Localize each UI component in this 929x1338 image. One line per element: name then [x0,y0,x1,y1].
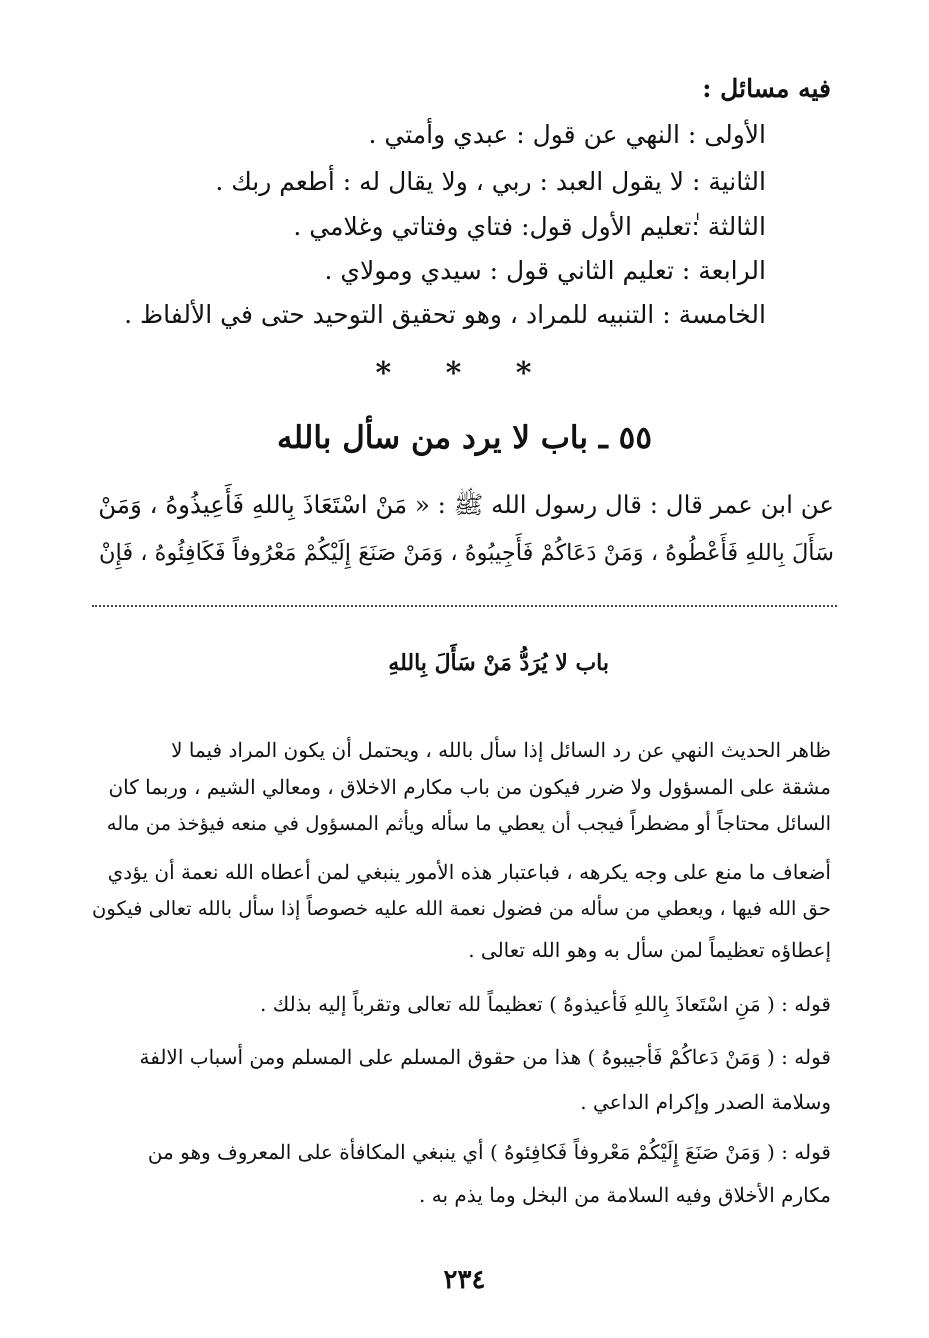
commentary-line-9: وسلامة الصدر وإكرام الداعي . [580,1090,831,1114]
issue-1: الأولى : النهي عن قول : عبدي وأمتي . [368,120,766,149]
chapter-title: ٥٥ ـ باب لا يرد من سأل بالله [277,420,652,456]
section-separator: * * * [375,356,554,391]
commentary-line-4: أضعاف ما منع على وجه يكرهه ، فباعتبار هذه الأمور ينبغي لمن أعطاه الله نعمة أن يؤدي [107,860,831,884]
issue-4: الرابعة : تعليم الثاني قول : سيدي ومولاي . [324,256,766,285]
commentary-line-3: السائل محتاجاً أو مضطراً فيجب أن يعطي ما سأله ويأثم المسؤول في منعه فيؤخذ من ماله [106,812,831,835]
hadith-line-2: سَأَلَ بِاللهِ فَأَعْطُوهُ ، وَمَنْ دَعَاكُمْ فَأَجِيبُوهُ ، وَمَنْ صَنَعَ إِلَيْكُمْ مَعْرُوفاً فَكَافِئُوهُ ، فَإِنْ [98,540,834,566]
commentary-line-11: مكارم الأخلاق وفيه السلامة من البخل وما يذم به . [419,1183,831,1207]
commentary-line-5: حق الله فيها ، ويعطي من سأله من فضول نعمة الله عليه خصوصاً إذا سأل بالله تعالى فيكون [92,897,831,920]
issues-heading: فيه مسائل : [702,74,831,103]
commentary-line-10: قوله : ( وَمَنْ صَنَعَ إِلَيْكُمْ مَعْروفاً فَكافِئوهُ ) أي ينبغي المكافأة على المعروف وهو من [147,1140,831,1164]
issue-5: الخامسة : التنبيه للمراد ، وهو تحقيق التوحيد حتى في الألفاظ . [124,300,766,329]
commentary-title: باب لا يُرَدُّ مَنْ سَأَلَ بِاللهِ [388,650,609,676]
issue-3: الثالثة :ٰتعليم الأول قول: فتاي وفتاتي وغلامي . [293,212,766,241]
issue-2: الثانية : لا يقول العبد : ربي ، ولا يقال له : أطعم ربك . [215,167,766,196]
hadith-line-1: عن ابن عمر قال : قال رسول الله ﷺ : « مَنْ اسْتَعَاذَ بِاللهِ فَأَعِيذُوهُ ، وَمَنْ [98,490,834,519]
commentary-line-2: مشقة على المسؤول ولا ضرر فيكون من باب مكارم الاخلاق ، ومعالي الشيم ، وربما كان [108,775,831,799]
commentary-line-8: قوله : ( وَمَنْ دَعاكُمْ فَأجيبوهُ ) هذا من حقوق المسلم على المسلم ومن أسباب الالفة [139,1045,831,1069]
commentary-line-6: إعطاؤه تعظيماً لمن سأل به وهو الله تعالى . [468,938,831,962]
commentary-line-1: ظاهر الحديث النهي عن رد السائل إذا سأل بالله ، ويحتمل أن يكون المراد فيما لا [171,738,831,762]
footnote-divider [92,605,837,607]
commentary-line-7: قوله : ( مَنِ اسْتَعاذَ بِاللهِ فَأعيذوهُ ) تعظيماً لله تعالى وتقرباً إليه بذلك . [260,992,831,1016]
page-number: ٢٣٤ [443,1265,486,1295]
